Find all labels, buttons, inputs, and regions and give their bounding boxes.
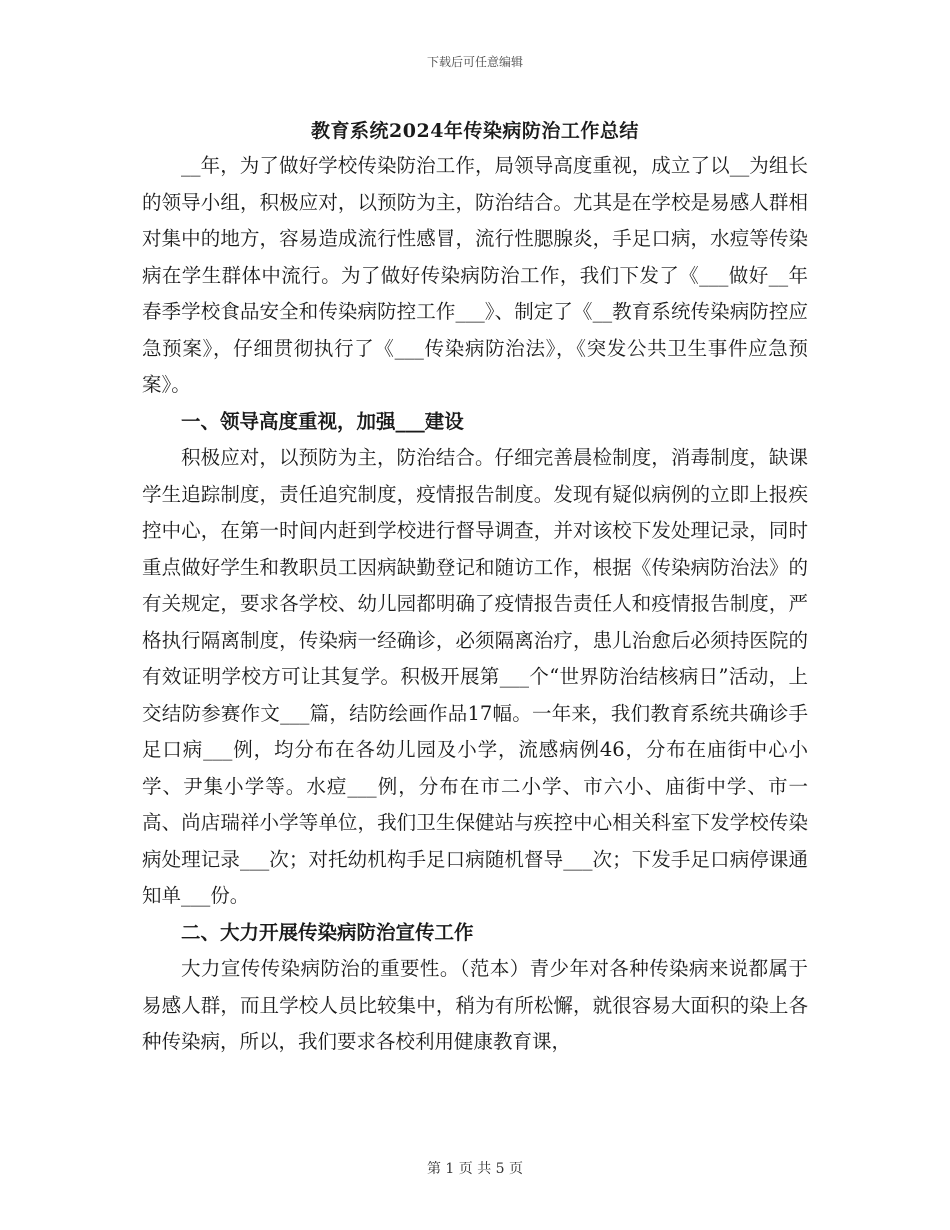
header-note: 下载后可任意编辑 (426, 55, 523, 69)
document-title: 教育系统2024年传染病防治工作总结 (311, 120, 639, 142)
section-1-paragraph: 积极应对，以预防为主，防治结合。仔细完善晨检制度，消毒制度，缺课学生追踪制度，责任追究制度，疫情报告制度。发现有疑似病例的立即上报疾控中心，在第一时间内赶到学校进行督导调查，并对该校下发处理记录，同时重点做好学生和教职员工因病缺勤登记和随访工作，根据《传染病防治法》的有关规定，要求各学校、幼儿园都明确了疫情报告责任人和疫情报告制度，严格执行隔离制度，传染病一经确诊，必须隔离治疗，患儿治愈后必须持医院的有效证明学校方可让其复学。积极开展第___个“世界防治结核病日”活动，上交结防参赛作文___篇，结防绘画作品17幅。一年来，我们教育系统共确诊手足口病___例，均分布在各幼儿园及小学，流感病例46，分布在庙街中心小学、尹集小学等。水痘___例，分布在市二小学、市六小、庙街中学、市一高、尚店瑞祥小学等单位，我们卫生保健站与疾控中心相关科室下发学校传染病处理记录___次；对托幼机构手足口病随机督导___次；下发手足口病停课通知单___份。 (142, 446, 808, 907)
section-2-paragraph: 大力宣传传染病防治的重要性。（范本）青少年对各种传染病来说都属于易感人群，而且学校人员比较集中，稍为有所松懈，就很容易大面积的染上各种传染病，所以，我们要求各校利用健康教育课， (142, 957, 808, 1053)
section-2-heading: 二、大力开展传染病防治宣传工作 (181, 920, 474, 944)
document-body (142, 148, 808, 1061)
page-number: 第 1 页 共 5 页 (426, 1161, 524, 1177)
intro-paragraph: __年，为了做好学校传染防治工作，局领导高度重视，成立了以__为组长的领导小组，积极应对，以预防为主，防治结合。尤其是在学校是易感人群相对集中的地方，容易造成流行性感冒，流行性腮腺炎，手足口病，水痘等传染病在学生群体中流行。为了做好传染病防治工作，我们下发了《___做好__年春季学校食品安全和传染病防控工作___》、制定了《__教育系统传染病防控应急预案》，仔细贯彻执行了《___传染病防治法》，《突发公共卫生事件应急预案》。 (142, 154, 808, 396)
section-1-heading: 一、领导高度重视，加强___建设 (181, 409, 464, 433)
